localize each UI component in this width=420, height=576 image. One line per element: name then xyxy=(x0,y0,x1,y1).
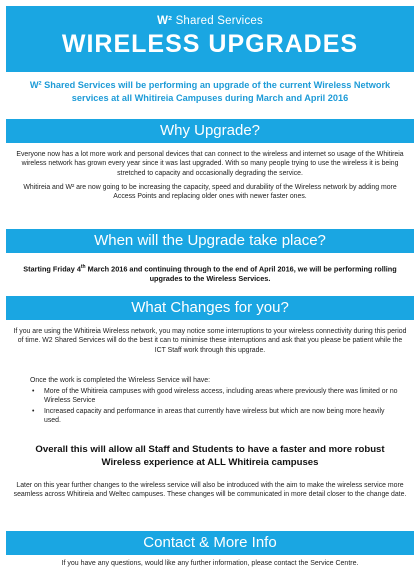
when-text-start: Starting Friday 4 xyxy=(23,264,81,274)
list-item xyxy=(30,387,400,406)
when-paragraph xyxy=(12,262,408,284)
brand-mark: W² xyxy=(157,15,173,27)
bullet-icon: • xyxy=(32,388,35,395)
list-item-text: More of the Whitireia campuses with good wireless access, including areas where previously there was limited or no Wireless Service xyxy=(44,388,398,405)
changes-highlight: Overall this will allow all Staff and Students to have a faster and more robust Wireless experience at ALL Whitireia campuses xyxy=(35,444,385,468)
brand-line xyxy=(6,15,414,27)
section-heading-contact: Contact & More Info xyxy=(6,531,414,555)
section-heading-changes: What Changes for you? xyxy=(6,296,414,320)
list-item-text: Increased capacity and performance in areas that currently have wireless but which are now being more heavily used. xyxy=(44,407,385,425)
when-text-sup: th xyxy=(80,264,86,270)
page-title: WIRELESS UPGRADES xyxy=(61,30,359,58)
list-item xyxy=(30,407,400,426)
bullet-icon: • xyxy=(32,407,35,415)
why-paragraph-2: Whitireia and W² are now going to be increasing the capacity, speed and durability of the Wireless network by adding more Access Points and replacing older ones with newer faster ones. xyxy=(23,184,397,201)
section-heading-when: When will the Upgrade take place? xyxy=(6,229,414,253)
when-text-end: March 2016 and continuing through to the end of April 2016, we will be performing rolling upgrades to the Wireless Services. xyxy=(85,264,397,284)
why-paragraph-1: Everyone now has a lot more work and personal devices that can connect to the wireless and internet so usage of the Whitireia wireless network has grown every year since it was last upgraded. With so many people trying to use the wireless it is being stretched to capacity and occasionally degrading the service. xyxy=(16,151,404,177)
changes-paragraph-1: If you are using the Whitireia Wireless network, you may notice some interruptions to your wireless connectivity during this period of time. W2 Shared Services will do the best it can to minimise these interruptions and ask that you please be patient while the ICT Staff work through this upgrade. xyxy=(13,328,407,354)
changes-bullet-list xyxy=(30,387,400,427)
contact-text: If you have any questions, would like any further information, please contact the Service Centre. xyxy=(61,560,359,567)
section-heading-why: Why Upgrade? xyxy=(6,119,414,143)
changes-paragraph-2: Later on this year further changes to the wireless service will also be introduced with the aim to make the wireless service more seamless across Whitireia and Weltec campuses. These changes will be communicated in more detail closer to the change date. xyxy=(13,482,407,499)
brand-text: Shared Services xyxy=(175,15,263,27)
header-banner xyxy=(6,6,414,72)
changes-list-intro: Once the work is completed the Wireless Service will have: xyxy=(30,377,210,384)
intro-text: W² Shared Services will be performing an upgrade of the current Wireless Network services at all Whitireia Campuses during March and April 2016 xyxy=(29,80,391,103)
